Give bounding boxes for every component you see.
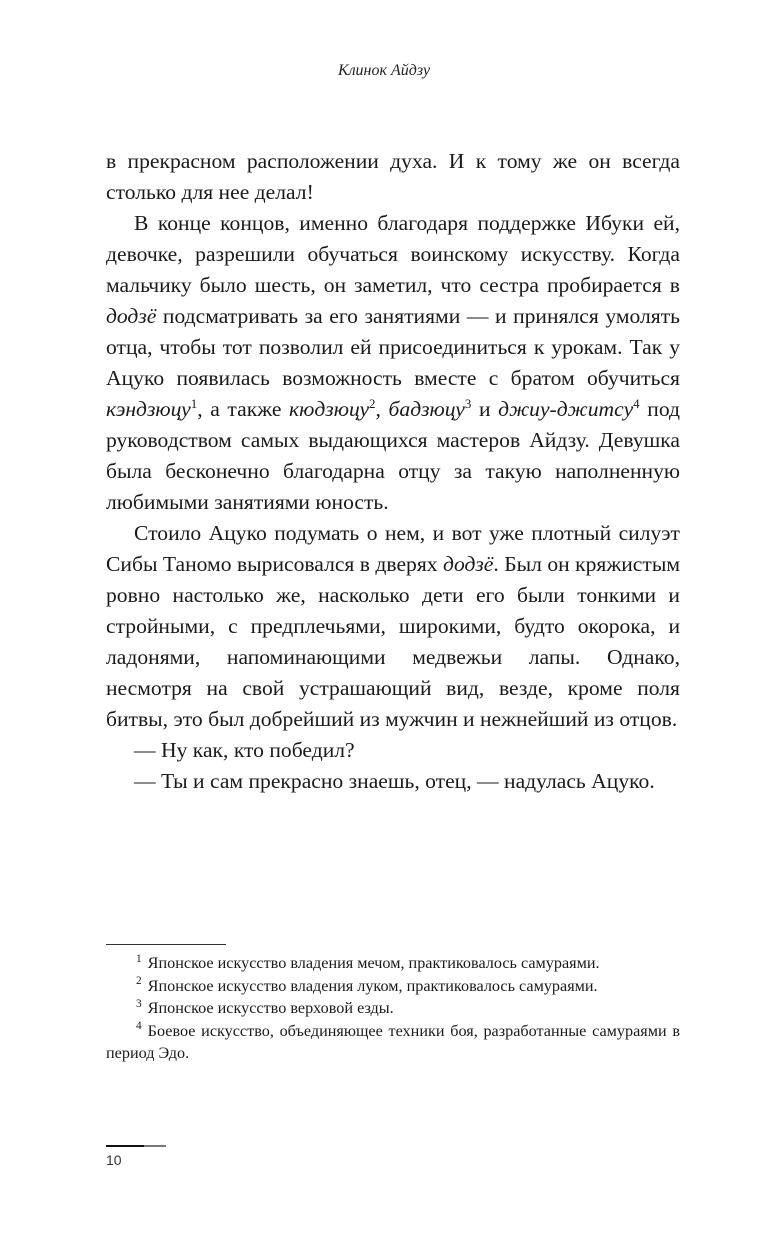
term-jiu-jitsu: джиу-джитсу: [498, 397, 634, 421]
footnote-ref-4[interactable]: 4: [633, 395, 640, 411]
footnote-2: [106, 975, 680, 998]
page-number: 10: [106, 1152, 122, 1168]
footnote-divider: [106, 944, 226, 945]
term-dojo: додзё: [443, 552, 494, 576]
text-run: подсматривать за его занятиями — и принялся умолять отца, чтобы тот позволил ей присоединиться к урокам. Так у Ацуко появилась возможность вместе с братом обучиться: [106, 304, 680, 390]
footnote-mark: 3: [136, 997, 142, 1010]
text-run: В конце концов, именно благодаря поддержке Ибуки ей, девочке, разрешили обучаться воинскому искусству. Когда мальчику было шесть, он заметил, что сестра пробирается в: [106, 211, 680, 297]
footnote-ref-3[interactable]: 3: [464, 395, 472, 411]
paragraph-1: в прекрасном расположении духа. И к тому же он всегда столько для нее делал!: [106, 149, 680, 204]
term-bajutsu: бадзюцу: [388, 397, 465, 421]
footnote-text: Японское искусство верховой езды.: [147, 999, 394, 1017]
text-run: , а также: [197, 397, 290, 421]
footnote-mark: 2: [136, 975, 142, 988]
paragraph-3: [106, 518, 680, 735]
footnote-1: [106, 952, 680, 975]
term-kyujutsu: кюдзюцу: [289, 397, 370, 421]
term-dojo: додзё: [106, 304, 157, 328]
footnote-3: [106, 997, 680, 1020]
dialogue-line-1: — Ну как, кто победил?: [134, 738, 355, 762]
footnote-4: [106, 1020, 680, 1065]
text-run: под руководством самых выдающихся мастеров Айдзу. Девушка была бесконечно благодарна отцу за такую наполненную любимыми занятиями юность.: [106, 397, 680, 514]
dialogue-line-2: — Ты и сам прекрасно знаешь, отец, — надулась Ацуко.: [134, 769, 655, 793]
text-run: ,: [375, 397, 389, 421]
text-run: Стоило Ацуко подумать о нем, и вот уже плотный силуэт Сибы Таномо вырисовался в дверях: [106, 521, 680, 576]
paragraph-2: [106, 208, 680, 518]
footnote-text: Японское искусство владения мечом, практиковалось самураями.: [147, 954, 600, 972]
term-kenjutsu: кэндзюцу: [106, 397, 191, 421]
body-text: [106, 146, 680, 797]
footnote-text: Японское искусство владения луком, практиковалось самураями.: [147, 976, 598, 995]
footnote-ref-2[interactable]: 2: [369, 395, 376, 411]
running-title: Клинок Айдзу: [337, 62, 431, 79]
text-run: . Был он кряжистым ровно настолько же, насколько дети его были тонкими и стройными, с предплечьями, широкими, будто окорока, и ладонями, напоминающими медвежьи лапы. Однако, несмотря на свой устрашающий вид, везде, кроме поля битвы, это был добрейший из мужчин и нежнейший из отцов.: [106, 552, 680, 731]
footnote-mark: 4: [136, 1020, 142, 1033]
text-run: и: [471, 397, 499, 421]
footnote-mark: 1: [136, 952, 142, 965]
footnote-ref-1[interactable]: 1: [190, 395, 198, 411]
footnote-text: Боевое искусство, объединяющее техники боя, разработанные самураями в период Эдо.: [106, 1021, 680, 1062]
footnotes: [106, 952, 680, 1065]
page-number-rule: [106, 1145, 166, 1147]
